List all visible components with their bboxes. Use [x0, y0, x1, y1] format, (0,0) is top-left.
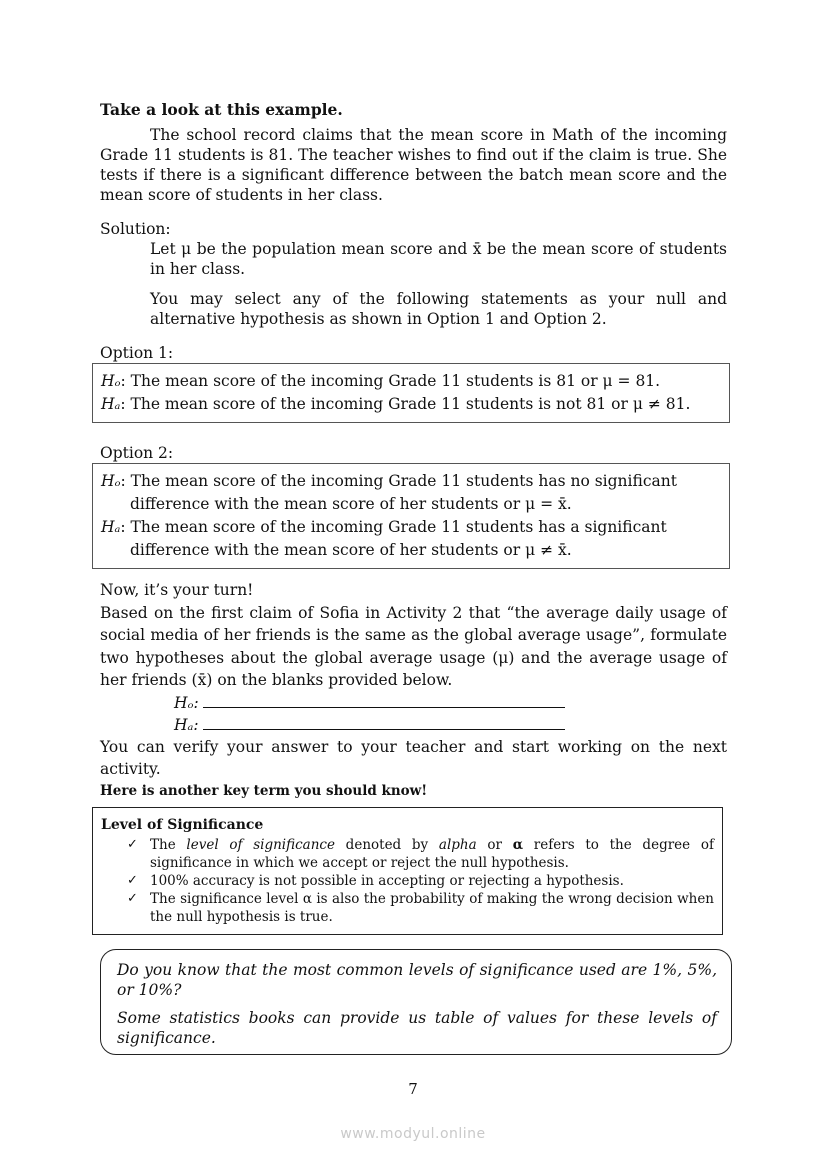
ha-answer-row	[100, 714, 727, 736]
option2-box	[92, 463, 730, 569]
option2-ha-text-2: difference with the mean score of her students or μ ≠ x̄.	[130, 541, 572, 559]
document-page	[100, 100, 727, 1055]
did-you-know-box	[100, 949, 732, 1055]
key-term-intro: Here is another key term you should know!	[100, 782, 428, 799]
ha-symbol: Hₐ	[101, 395, 121, 413]
h0-answer-blank[interactable]	[203, 692, 565, 708]
option1-h0-text: : The mean score of the incoming Grade 11 students is 81 or μ = 81.	[120, 372, 661, 390]
h0-answer-label: Hₒ:	[174, 693, 199, 712]
h0-answer-row	[100, 692, 727, 714]
list-item: ✓ The significance level α is also the probability of making the wrong decision when the null hypothesis is true.	[127, 890, 714, 925]
h0-symbol: Hₒ	[101, 372, 121, 390]
ha-answer-blank[interactable]	[203, 714, 565, 730]
option1-h0	[101, 370, 721, 393]
list-item: ✓ The level of significance denoted by alpha or α refers to the degree of significance in which we accept or reject the null hypothesis.	[127, 836, 714, 871]
level-of-significance-box	[92, 807, 723, 935]
option1-ha	[101, 393, 721, 416]
checkmark-icon: ✓	[127, 890, 138, 906]
ha-symbol: Hₐ	[101, 518, 121, 536]
term-alpha: alpha	[438, 836, 477, 853]
option2-h0	[101, 470, 721, 493]
ha-answer-label: Hₐ:	[174, 715, 199, 734]
page-number: 7	[408, 1080, 418, 1098]
checkmark-icon: ✓	[127, 836, 138, 852]
option1-label: Option 1:	[100, 344, 174, 362]
h0-symbol: Hₒ	[101, 472, 121, 490]
option1-ha-text: : The mean score of the incoming Grade 11 students is not 81 or μ ≠ 81.	[120, 395, 691, 413]
example-paragraph: The school record claims that the mean score in Math of the incoming Grade 11 students is 81. The teacher wishes to find out if the claim is true. She tests if there is a significant difference between the batch mean score and the mean score of students in her class.	[100, 126, 727, 204]
option2-h0-text-2: difference with the mean score of her students or μ = x̄.	[130, 495, 572, 513]
option1-box	[92, 363, 730, 423]
option2-h0-text-1: : The mean score of the incoming Grade 11 students has no significant	[120, 472, 677, 490]
example-heading: Take a look at this example.	[100, 100, 343, 119]
option2-ha-text-1: : The mean score of the incoming Grade 11 students has a significant	[120, 518, 667, 536]
solution-select-text: You may select any of the following statements as your null and alternative hypothesis as shown in Option 1 and Option 2.	[150, 290, 727, 328]
checkmark-icon: ✓	[127, 872, 138, 888]
verify-text: You can verify your answer to your teacher and start working on the next activity.	[100, 737, 727, 778]
solution-let-text: Let μ be the population mean score and x̄ be the mean score of students in her class.	[150, 240, 727, 278]
option2-label: Option 2:	[100, 444, 174, 462]
your-turn-title: Now, it’s your turn!	[100, 581, 254, 599]
list-item: ✓ 100% accuracy is not possible in accepting or rejecting a hypothesis.	[127, 872, 624, 889]
did-you-know-text-1: Do you know that the most common levels of significance used are 1%, 5%, or 10%?	[117, 960, 717, 999]
watermark: www.modyul.online	[340, 1126, 486, 1142]
did-you-know-text-2: Some statistics books can provide us table of values for these levels of significance.	[117, 1008, 717, 1047]
term-level-of-significance: level of significance	[186, 836, 335, 853]
option2-ha	[101, 516, 721, 539]
solution-label: Solution:	[100, 220, 171, 238]
key-term-title: Level of Significance	[101, 816, 264, 833]
alpha-symbol: α	[512, 836, 524, 853]
your-turn-paragraph: Based on the first claim of Sofia in Activity 2 that “the average daily usage of social media of her friends is the same as the global average usage”, formulate two hypotheses about the global average usage (μ) and the average usage of her friends (x̄) on the blanks provided below.	[100, 603, 727, 689]
key-term-list	[101, 836, 714, 926]
